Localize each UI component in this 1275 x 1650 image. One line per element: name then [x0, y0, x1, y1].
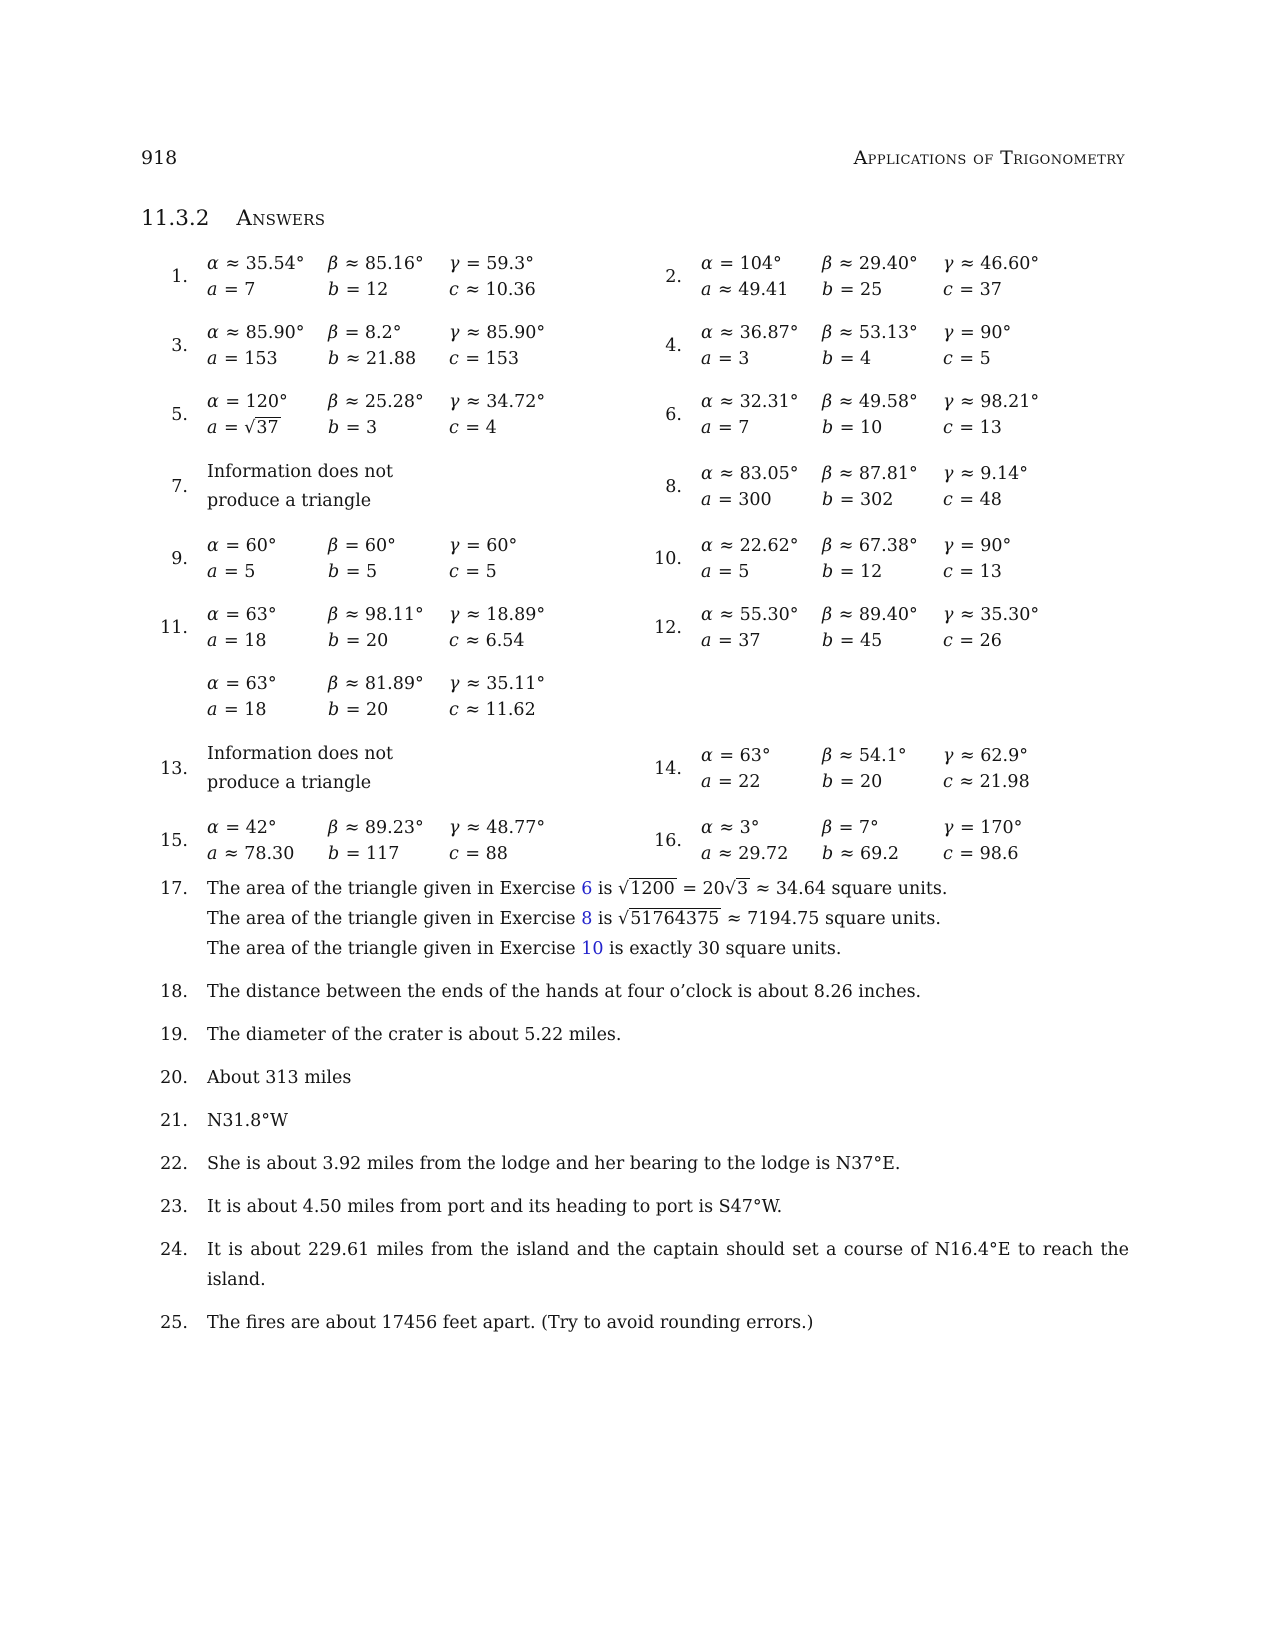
- sqrt-radical: √37: [244, 418, 279, 438]
- answer-number: 3.: [171, 336, 188, 356]
- math-value: b = 20: [822, 772, 883, 792]
- section-heading: [141, 206, 325, 231]
- math-value: c = 153: [449, 349, 520, 369]
- answer-number: 14.: [654, 759, 682, 779]
- math-value: α = 104°: [701, 254, 782, 274]
- answer-item: [141, 458, 635, 516]
- answer-text: N31.8°W: [207, 1111, 289, 1131]
- math-value: β ≈ 54.1°: [822, 746, 907, 766]
- answers-grid: [141, 251, 1129, 867]
- math-value: b = 20: [328, 700, 389, 720]
- math-value: a = 5: [207, 562, 256, 582]
- answer-number: 10.: [654, 549, 682, 569]
- answer-number: 6.: [665, 405, 682, 425]
- answer-item: [635, 458, 1129, 516]
- sqrt-radical: √3: [724, 879, 749, 899]
- math-value: β ≈ 98.11°: [328, 605, 424, 625]
- math-value: α ≈ 22.62°: [701, 536, 799, 556]
- answer-item: [141, 740, 635, 798]
- math-value: α ≈ 55.30°: [701, 605, 799, 625]
- math-value: γ = 90°: [943, 536, 1012, 556]
- answer-number: 17.: [160, 879, 188, 899]
- math-value: c = 98.6: [943, 844, 1019, 864]
- math-value: γ ≈ 98.21°: [943, 392, 1040, 412]
- triangle-solution: [207, 389, 549, 441]
- answer-number: 4.: [665, 336, 682, 356]
- math-value: b = 25: [822, 280, 883, 300]
- answer-item: [635, 251, 1129, 303]
- triangle-solution: [701, 251, 1043, 303]
- math-value: α ≈ 36.87°: [701, 323, 799, 343]
- answer-text: The area of the triangle given in Exercise 6 is √1200 = 20√3 ≈ 34.64 square units. The area of the triangle given in Exercise 8 is √51764375 ≈ 7194.75 square units. The area of the triangle given in Exercise 10 is exactly 30 square units.: [207, 879, 948, 959]
- math-value: c ≈ 6.54: [449, 631, 525, 651]
- triangle-solution: [701, 533, 1043, 585]
- math-value: a = 3: [701, 349, 750, 369]
- triangle-solution: [701, 389, 1043, 441]
- answer-number: 5.: [171, 405, 188, 425]
- answer-number: 9.: [171, 549, 188, 569]
- math-value: γ = 90°: [943, 323, 1012, 343]
- answer-number: 22.: [160, 1154, 188, 1174]
- math-value: α = 120°: [207, 392, 288, 412]
- answer-item: [141, 602, 635, 654]
- math-value: b ≈ 69.2: [822, 844, 899, 864]
- math-value: β ≈ 87.81°: [822, 464, 918, 484]
- answer-item: [635, 533, 1129, 585]
- exercise-ref-link[interactable]: 6: [581, 879, 593, 899]
- math-value: α = 42°: [207, 818, 277, 838]
- math-value: b = 4: [822, 349, 872, 369]
- math-value: a = 5: [701, 562, 750, 582]
- page-number: 918: [141, 147, 178, 169]
- math-value: β ≈ 29.40°: [822, 254, 918, 274]
- math-value: c ≈ 21.98: [943, 772, 1030, 792]
- math-value: γ ≈ 35.11°: [449, 674, 546, 694]
- math-value: a ≈ 78.30: [207, 844, 295, 864]
- math-value: b = 20: [328, 631, 389, 651]
- answer-number: 8.: [665, 477, 682, 497]
- text-answer-item: [141, 1235, 1129, 1295]
- math-value: c = 13: [943, 418, 1002, 438]
- math-value: a = 7: [701, 418, 750, 438]
- answer-item: [141, 251, 635, 303]
- math-value: α ≈ 3°: [701, 818, 760, 838]
- answer-text: The distance between the ends of the hands at four o’clock is about 8.26 inches.: [207, 982, 922, 1002]
- math-value: b = 117: [328, 844, 400, 864]
- math-value: c ≈ 10.36: [449, 280, 536, 300]
- answer-number: 18.: [160, 982, 188, 1002]
- text-answer-item: [141, 1308, 1129, 1338]
- triangle-solution: [207, 671, 549, 723]
- math-value: α = 63°: [701, 746, 771, 766]
- math-value: b = 10: [822, 418, 883, 438]
- triangle-solution: [207, 533, 549, 585]
- running-title: Applications of Trigonometry: [853, 147, 1125, 169]
- triangle-solution: [701, 461, 1043, 513]
- answer-number: 11.: [160, 618, 188, 638]
- math-value: c = 48: [943, 490, 1002, 510]
- math-value: b ≈ 21.88: [328, 349, 417, 369]
- math-value: γ ≈ 34.72°: [449, 392, 546, 412]
- triangle-solution: [207, 320, 549, 372]
- math-value: β ≈ 85.16°: [328, 254, 424, 274]
- math-value: α ≈ 85.90°: [207, 323, 305, 343]
- math-value: β = 7°: [822, 818, 879, 838]
- math-value: α ≈ 83.05°: [701, 464, 799, 484]
- math-value: γ ≈ 9.14°: [943, 464, 1028, 484]
- section-number: 11.3.2: [141, 206, 210, 231]
- answer-text: About 313 miles: [207, 1068, 352, 1088]
- answer-number: 25.: [160, 1313, 188, 1333]
- answer-number: 16.: [654, 831, 682, 851]
- math-value: a = 153: [207, 349, 278, 369]
- math-value: a = 18: [207, 631, 267, 651]
- no-triangle-note: Information does not produce a triangle: [207, 462, 394, 511]
- answer-number: 15.: [160, 831, 188, 851]
- answer-number: 21.: [160, 1111, 188, 1131]
- answer-text: She is about 3.92 miles from the lodge and her bearing to the lodge is N37°E.: [207, 1154, 901, 1174]
- math-value: a ≈ 29.72: [701, 844, 789, 864]
- answer-text: The diameter of the crater is about 5.22 miles.: [207, 1025, 622, 1045]
- math-value: γ = 60°: [449, 536, 518, 556]
- math-value: γ ≈ 62.9°: [943, 746, 1028, 766]
- sqrt-radical: √1200: [618, 879, 675, 899]
- triangle-solution: [701, 602, 1043, 654]
- triangle-solution: [701, 743, 1043, 795]
- answer-item: [635, 602, 1129, 654]
- text-answer-item: [141, 1063, 1129, 1093]
- answer-number: 12.: [654, 618, 682, 638]
- math-value: b = 302: [822, 490, 894, 510]
- answer-number: 13.: [160, 759, 188, 779]
- math-value: γ ≈ 85.90°: [449, 323, 546, 343]
- text-answer-item: [141, 977, 1129, 1007]
- math-value: β ≈ 53.13°: [822, 323, 918, 343]
- triangle-solution: [207, 815, 549, 867]
- triangle-solution: [701, 815, 1043, 867]
- math-value: α = 63°: [207, 674, 277, 694]
- text-answer-item: [141, 1149, 1129, 1179]
- exercise-ref-link[interactable]: 8: [581, 909, 593, 929]
- math-value: γ ≈ 35.30°: [943, 605, 1040, 625]
- math-value: a = 22: [701, 772, 761, 792]
- math-value: γ ≈ 18.89°: [449, 605, 546, 625]
- math-value: c = 4: [449, 418, 497, 438]
- math-value: c = 13: [943, 562, 1002, 582]
- answer-number: 7.: [171, 477, 188, 497]
- triangle-solution: [701, 320, 1043, 372]
- math-value: a = √37: [207, 418, 279, 438]
- answer-number: 23.: [160, 1197, 188, 1217]
- answer-item: [141, 533, 635, 585]
- math-value: a ≈ 49.41: [701, 280, 789, 300]
- math-value: α = 63°: [207, 605, 277, 625]
- triangle-solution: [207, 602, 549, 654]
- text-answer-item: [141, 1192, 1129, 1222]
- math-value: β ≈ 25.28°: [328, 392, 424, 412]
- math-value: a = 18: [207, 700, 267, 720]
- section-title: Answers: [236, 206, 326, 231]
- math-value: α = 60°: [207, 536, 277, 556]
- math-value: b = 45: [822, 631, 883, 651]
- answer-spacer: [635, 671, 1129, 723]
- answer-text: It is about 4.50 miles from port and its heading to port is S47°W.: [207, 1197, 783, 1217]
- math-value: b = 12: [328, 280, 389, 300]
- math-value: a = 300: [701, 490, 772, 510]
- answer-text: It is about 229.61 miles from the island and the captain should set a course of N16.4°E to reach the island.: [207, 1240, 1129, 1290]
- math-value: c = 26: [943, 631, 1002, 651]
- text-answer-item: [141, 874, 1129, 964]
- math-value: β ≈ 81.89°: [328, 674, 424, 694]
- math-value: γ ≈ 48.77°: [449, 818, 546, 838]
- triangle-solution: [207, 251, 549, 303]
- math-value: a = 37: [701, 631, 761, 651]
- text-answer-item: [141, 1106, 1129, 1136]
- no-triangle-note: Information does not produce a triangle: [207, 744, 394, 793]
- math-value: β ≈ 89.40°: [822, 605, 918, 625]
- math-value: β ≈ 67.38°: [822, 536, 918, 556]
- answer-number: 19.: [160, 1025, 188, 1045]
- answer-item: [141, 815, 635, 867]
- math-value: c = 37: [943, 280, 1002, 300]
- answer-item: [141, 671, 635, 723]
- math-value: α ≈ 35.54°: [207, 254, 305, 274]
- answer-item: [635, 389, 1129, 441]
- answer-text: The fires are about 17456 feet apart. (Try to avoid rounding errors.): [207, 1313, 814, 1333]
- answer-item: [635, 740, 1129, 798]
- math-value: γ ≈ 46.60°: [943, 254, 1040, 274]
- answer-item: [635, 320, 1129, 372]
- math-value: γ = 170°: [943, 818, 1023, 838]
- text-answer-item: [141, 1020, 1129, 1050]
- math-value: c ≈ 11.62: [449, 700, 536, 720]
- math-value: β = 8.2°: [328, 323, 402, 343]
- answer-item: [635, 815, 1129, 867]
- running-header: [141, 147, 1125, 169]
- math-value: β ≈ 89.23°: [328, 818, 424, 838]
- math-value: b = 5: [328, 562, 378, 582]
- math-value: α ≈ 32.31°: [701, 392, 799, 412]
- math-value: a = 7: [207, 280, 256, 300]
- math-value: β = 60°: [328, 536, 396, 556]
- answer-item: [141, 389, 635, 441]
- answer-number: 2.: [665, 267, 682, 287]
- answer-number: 20.: [160, 1068, 188, 1088]
- math-value: γ = 59.3°: [449, 254, 534, 274]
- answer-item: [141, 320, 635, 372]
- math-value: b = 12: [822, 562, 883, 582]
- text-answers: [141, 874, 1129, 1351]
- answer-number: 1.: [171, 267, 188, 287]
- math-value: b = 3: [328, 418, 378, 438]
- exercise-ref-link[interactable]: 10: [581, 939, 604, 959]
- sqrt-radical: √51764375: [618, 909, 720, 929]
- math-value: c = 5: [943, 349, 991, 369]
- answer-number: 24.: [160, 1240, 188, 1260]
- math-value: c = 88: [449, 844, 508, 864]
- math-value: β ≈ 49.58°: [822, 392, 918, 412]
- math-value: c = 5: [449, 562, 497, 582]
